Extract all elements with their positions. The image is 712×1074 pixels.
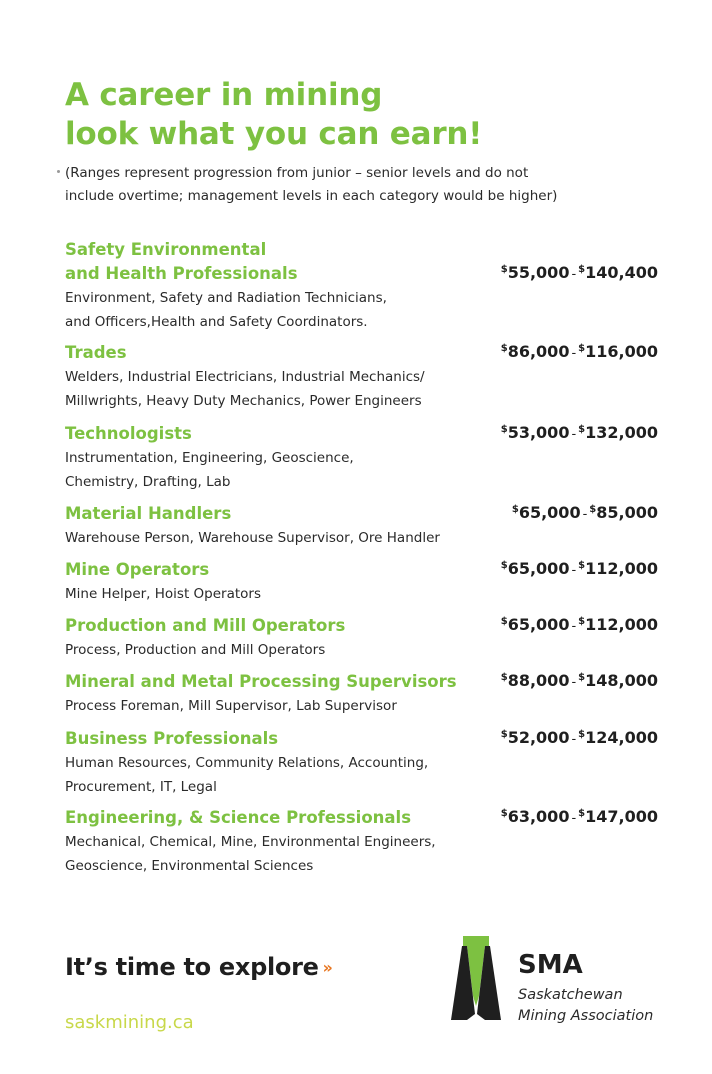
- currency-symbol: $: [500, 616, 508, 627]
- title-line-2: look what you can earn!: [65, 116, 483, 152]
- currency-symbol: $: [500, 424, 508, 435]
- note-line-1: (Ranges represent progression from junior – senior levels and do not: [65, 165, 529, 181]
- salary-max: 112,000: [585, 615, 658, 634]
- sma-name-line-2: Mining Association: [518, 1008, 654, 1024]
- salary-max: 124,000: [585, 728, 658, 747]
- range-separator: -: [571, 675, 577, 690]
- title-line-1: A career in mining: [65, 77, 383, 113]
- salary-range: [498, 671, 658, 690]
- range-separator: -: [571, 346, 577, 361]
- salary-min: 63,000: [507, 807, 570, 826]
- salary-range: [498, 503, 658, 522]
- currency-symbol: $: [500, 343, 508, 354]
- salary-min: 53,000: [507, 423, 570, 442]
- salary-range: [498, 423, 658, 442]
- category-description-line: Process, Production and Mill Operators: [65, 642, 326, 658]
- salary-max: 140,400: [585, 263, 658, 282]
- range-separator: -: [582, 507, 588, 522]
- category-description-line: Warehouse Person, Warehouse Supervisor, Ore Handler: [65, 530, 440, 546]
- category-block: [65, 727, 665, 799]
- category-description: [65, 751, 665, 799]
- range-separator: -: [571, 732, 577, 747]
- page-title: [65, 76, 482, 154]
- range-separator: -: [571, 563, 577, 578]
- sma-abbreviation: SMA: [518, 950, 583, 980]
- category-description-line: and Officers,Health and Safety Coordinators.: [65, 314, 368, 330]
- salary-max: 112,000: [585, 559, 658, 578]
- category-description: [65, 638, 665, 662]
- category-description-line: Mine Helper, Hoist Operators: [65, 586, 262, 602]
- category-description: [65, 582, 665, 606]
- note-line-2: include overtime; management levels in each category would be higher): [65, 188, 558, 204]
- category-description: [65, 365, 665, 413]
- category-title-line: Business Professionals: [65, 729, 279, 748]
- salary-min: 65,000: [507, 559, 570, 578]
- category-description-line: Geoscience, Environmental Sciences: [65, 858, 314, 874]
- range-separator: -: [571, 619, 577, 634]
- category-description: [65, 830, 665, 878]
- currency-symbol: $: [578, 264, 586, 275]
- category-description-line: Instrumentation, Engineering, Geoscience,: [65, 450, 354, 466]
- category-description-line: Procurement, IT, Legal: [65, 779, 217, 795]
- range-separator: -: [571, 267, 577, 282]
- sma-name-line-1: Saskatchewan: [518, 987, 623, 1003]
- category-description-line: Mechanical, Chemical, Mine, Environmental Engineers,: [65, 834, 436, 850]
- currency-symbol: $: [578, 560, 586, 571]
- tagline-text: It’s time to explore: [65, 953, 319, 981]
- currency-symbol: $: [578, 343, 586, 354]
- salary-max: 148,000: [585, 671, 658, 690]
- salary-max: 85,000: [596, 503, 658, 522]
- salary-range: [498, 728, 658, 747]
- salary-min: 55,000: [507, 263, 570, 282]
- category-block: [65, 806, 665, 878]
- category-title-line: Material Handlers: [65, 504, 232, 523]
- category-title-line: Engineering, & Science Professionals: [65, 808, 412, 827]
- category-title-line: Mine Operators: [65, 560, 210, 579]
- category-description-line: Environment, Safety and Radiation Technicians,: [65, 290, 387, 306]
- salary-range: [498, 342, 658, 361]
- salary-range: [498, 615, 658, 634]
- currency-symbol: $: [578, 808, 586, 819]
- salary-max: 132,000: [585, 423, 658, 442]
- category-title-line: Technologists: [65, 424, 192, 443]
- salary-min: 65,000: [507, 615, 570, 634]
- category-description-line: Chemistry, Drafting, Lab: [65, 474, 231, 490]
- salary-range: [498, 807, 658, 826]
- category-description: [65, 694, 665, 718]
- currency-symbol: $: [511, 504, 519, 515]
- category-block: [65, 614, 665, 662]
- currency-symbol: $: [578, 672, 586, 683]
- category-block: [65, 502, 665, 550]
- salary-min: 86,000: [507, 342, 570, 361]
- currency-symbol: $: [578, 424, 586, 435]
- category-block: [65, 558, 665, 606]
- category-block: [65, 670, 665, 718]
- category-description-line: Process Foreman, Mill Supervisor, Lab Supervisor: [65, 698, 397, 714]
- currency-symbol: $: [589, 504, 597, 515]
- currency-symbol: $: [500, 264, 508, 275]
- category-title-line: Production and Mill Operators: [65, 616, 346, 635]
- explore-tagline: [65, 953, 330, 981]
- salary-range: [498, 263, 658, 282]
- salary-range: [498, 559, 658, 578]
- range-separator: -: [571, 427, 577, 442]
- margin-dot: [57, 170, 60, 173]
- currency-symbol: $: [500, 672, 508, 683]
- category-block: [65, 238, 665, 334]
- salary-max: 147,000: [585, 807, 658, 826]
- category-description: [65, 286, 665, 334]
- salary-min: 65,000: [518, 503, 581, 522]
- category-description-line: Millwrights, Heavy Duty Mechanics, Power Engineers: [65, 393, 422, 409]
- category-block: [65, 422, 665, 494]
- category-block: [65, 341, 665, 413]
- currency-symbol: $: [578, 616, 586, 627]
- currency-symbol: $: [500, 560, 508, 571]
- currency-symbol: $: [500, 729, 508, 740]
- ranges-note: [65, 162, 625, 208]
- category-description: [65, 526, 665, 550]
- chevron-right-icon: ››: [322, 958, 330, 977]
- category-description-line: Welders, Industrial Electricians, Industrial Mechanics/: [65, 369, 425, 385]
- category-title-line: and Health Professionals: [65, 264, 298, 283]
- category-title-line: Trades: [65, 343, 127, 362]
- currency-symbol: $: [500, 808, 508, 819]
- category-description-line: Human Resources, Community Relations, Accounting,: [65, 755, 429, 771]
- range-separator: -: [571, 811, 577, 826]
- website-url[interactable]: saskmining.ca: [65, 1012, 194, 1033]
- salary-min: 52,000: [507, 728, 570, 747]
- salary-max: 116,000: [585, 342, 658, 361]
- salary-min: 88,000: [507, 671, 570, 690]
- sma-full-name: [518, 985, 653, 1027]
- currency-symbol: $: [578, 729, 586, 740]
- category-title-line: Mineral and Metal Processing Supervisors: [65, 672, 457, 691]
- category-description: [65, 446, 665, 494]
- category-title-line: Safety Environmental: [65, 240, 267, 259]
